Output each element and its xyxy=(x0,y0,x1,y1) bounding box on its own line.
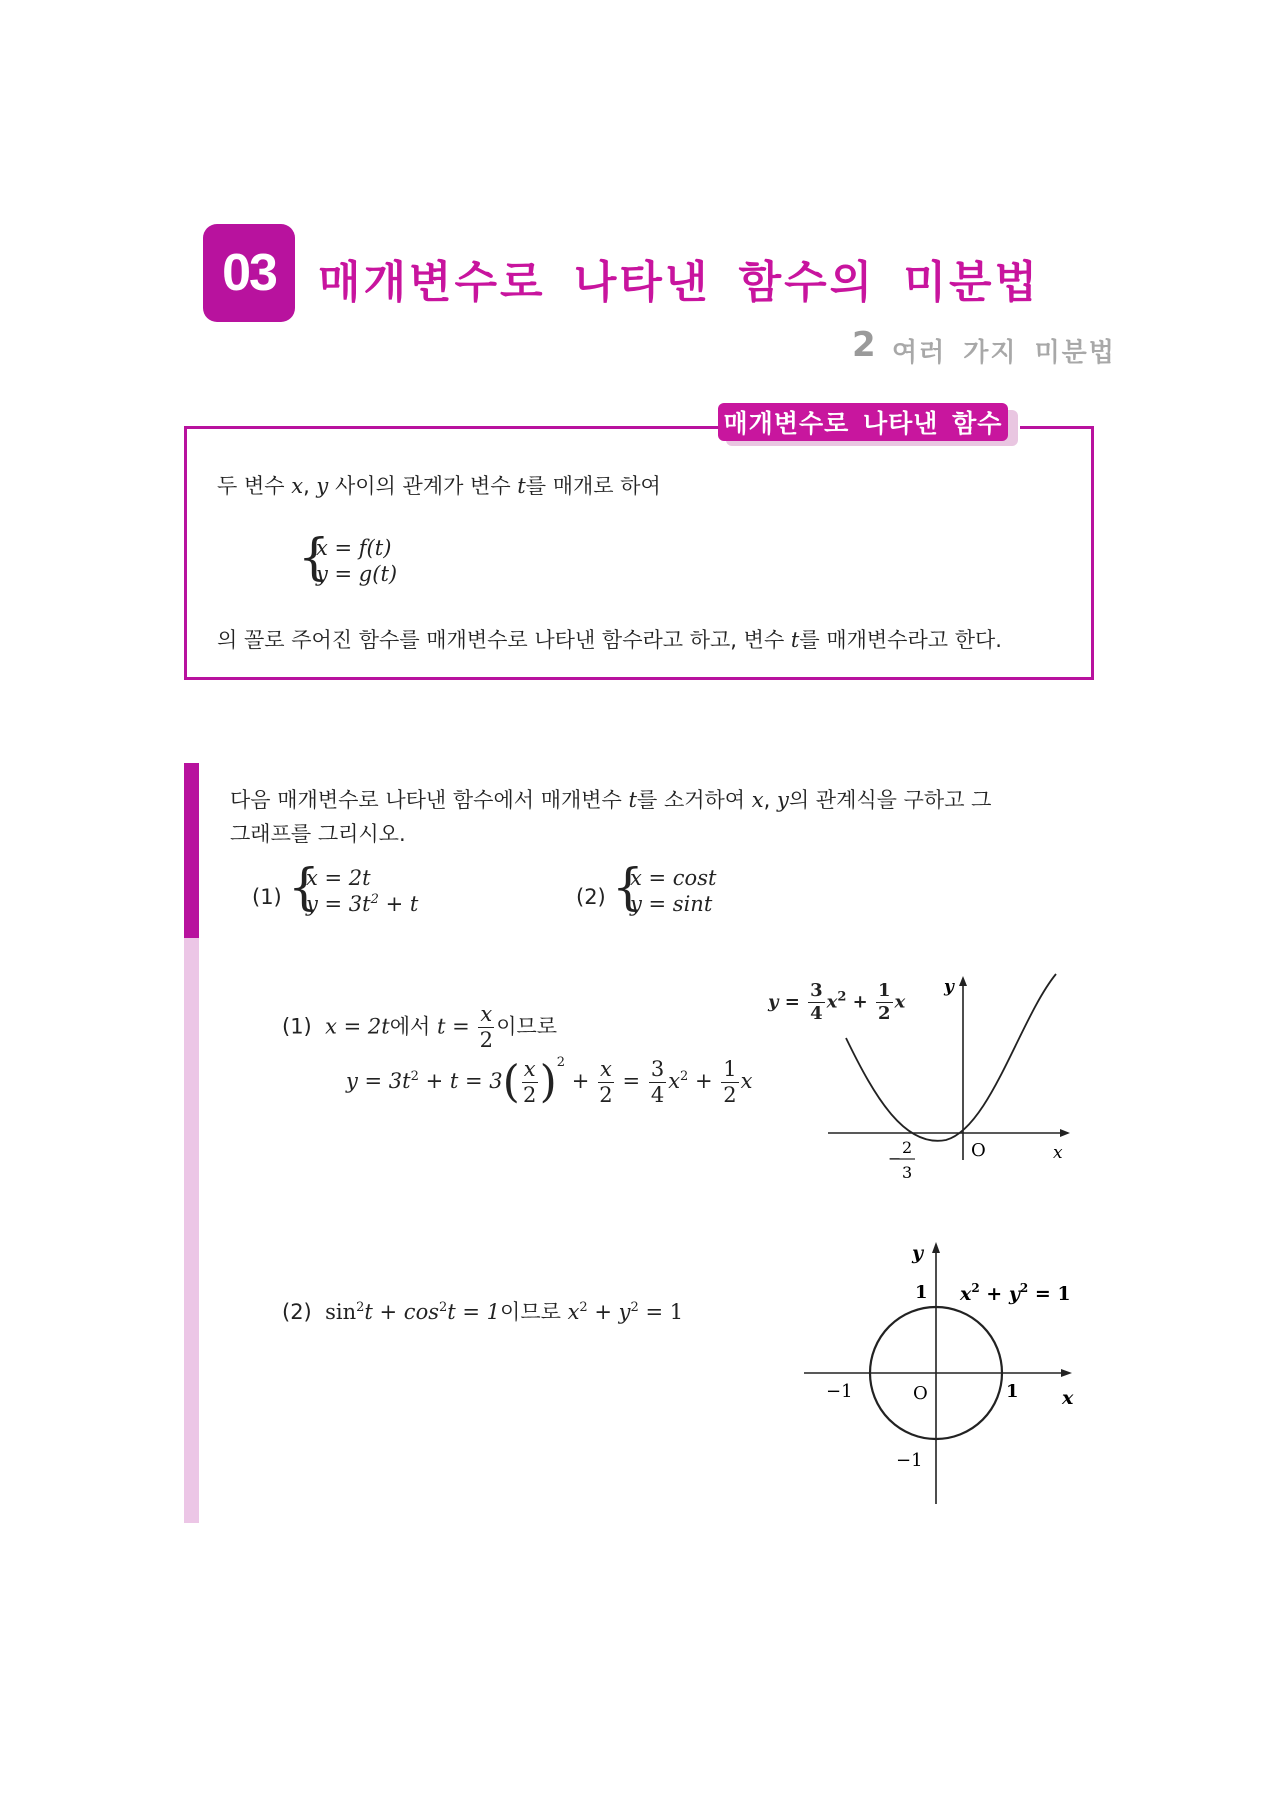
graph-2-tick-y-pos: 1 xyxy=(915,1282,928,1303)
definition-conclusion: 의 꼴로 주어진 함수를 매개변수로 나타낸 함수라고 하고, 변수 t를 매개변수라고 한다. xyxy=(217,628,1002,652)
left-brace: { xyxy=(298,528,330,586)
example-bar xyxy=(184,763,199,938)
graph-2-x-arrow xyxy=(1061,1369,1072,1377)
problem-1-label: (1) xyxy=(252,885,282,909)
solution-1-lead: (1) x = 2t에서 t = $\frac{x}{2}$ 이므로 xyxy=(282,1002,558,1052)
graph-2-y-arrow xyxy=(932,1242,940,1253)
section-title: 매개변수로 나타낸 함수의 미분법 xyxy=(318,257,1041,308)
example-prompt-line-2: 그래프를 그리시오. xyxy=(230,822,406,846)
graph-1-parabola xyxy=(820,968,1080,1200)
problem-1-row-2: $y = 3t^2 + t$ xyxy=(306,892,419,916)
definition-label: 매개변수로 나타낸 함수 xyxy=(718,403,1008,441)
graph-1-root-den: 3 xyxy=(902,1163,913,1182)
problem-1-row-1: x = 2t xyxy=(306,866,371,890)
definition-intro: 두 변수 x, y 사이의 관계가 변수 t를 매개로 하여 xyxy=(217,474,661,498)
solution-bar xyxy=(184,938,199,1523)
left-brace: { xyxy=(612,858,644,916)
graph-1-root-num: 2 xyxy=(902,1138,913,1157)
graph-2-y-label: y xyxy=(912,1242,924,1264)
graph-2-equation: $x^2 + y^2 = 1$ xyxy=(960,1281,1071,1305)
graph-2-x-label: x xyxy=(1062,1387,1074,1409)
graph-2-tick-x-pos: 1 xyxy=(1006,1381,1019,1402)
problem-2-row-2: y = sint xyxy=(630,892,713,916)
system-row-2: y = g(t) xyxy=(316,562,398,586)
graph-2-circle xyxy=(796,1236,1096,1516)
graph-1-y-arrow xyxy=(959,976,967,986)
graph-2-origin: O xyxy=(913,1383,928,1404)
subsection-title: 여러 가지 미분법 xyxy=(892,338,1116,368)
solution-2-text: (2) $\sin^2t + \cos^2t = 1$이므로 $x^2 + y^2 = 1$ xyxy=(282,1300,684,1324)
graph-1-equation: y = $\frac{3}{4}$ $x^2$ + $\frac{1}{2}$ x xyxy=(768,980,906,1024)
section-number-badge: 03 xyxy=(203,224,295,322)
graph-1-x-label: x xyxy=(1053,1143,1063,1163)
graph-1-root-sign: − xyxy=(888,1149,902,1168)
system-row-1: x = f(t) xyxy=(316,536,392,560)
graph-1-x-arrow xyxy=(1060,1129,1070,1137)
graph-1-origin: O xyxy=(971,1140,986,1161)
subsection-number: 2 xyxy=(852,325,876,365)
left-brace: { xyxy=(288,858,320,916)
graph-1-curve xyxy=(846,974,1056,1141)
problem-2-label: (2) xyxy=(576,885,606,909)
solution-1-derivation: $y = 3t^2 + t = 3$( $\frac{x}{2}$ )$^2$ + $\frac{x}{2}$ = $\frac{3}{4}$ $x^2$ + $\frac{1}{2}$ x xyxy=(346,1055,753,1108)
graph-1-y-label: y xyxy=(944,977,954,997)
graph-2-tick-y-neg: −1 xyxy=(896,1450,923,1471)
example-prompt-line-1: 다음 매개변수로 나타낸 함수에서 매개변수 t를 소거하여 x, y의 관계식을 구하고 그 xyxy=(230,788,992,812)
graph-2-tick-x-neg: −1 xyxy=(826,1381,853,1402)
problem-2-row-1: x = cost xyxy=(630,866,717,890)
